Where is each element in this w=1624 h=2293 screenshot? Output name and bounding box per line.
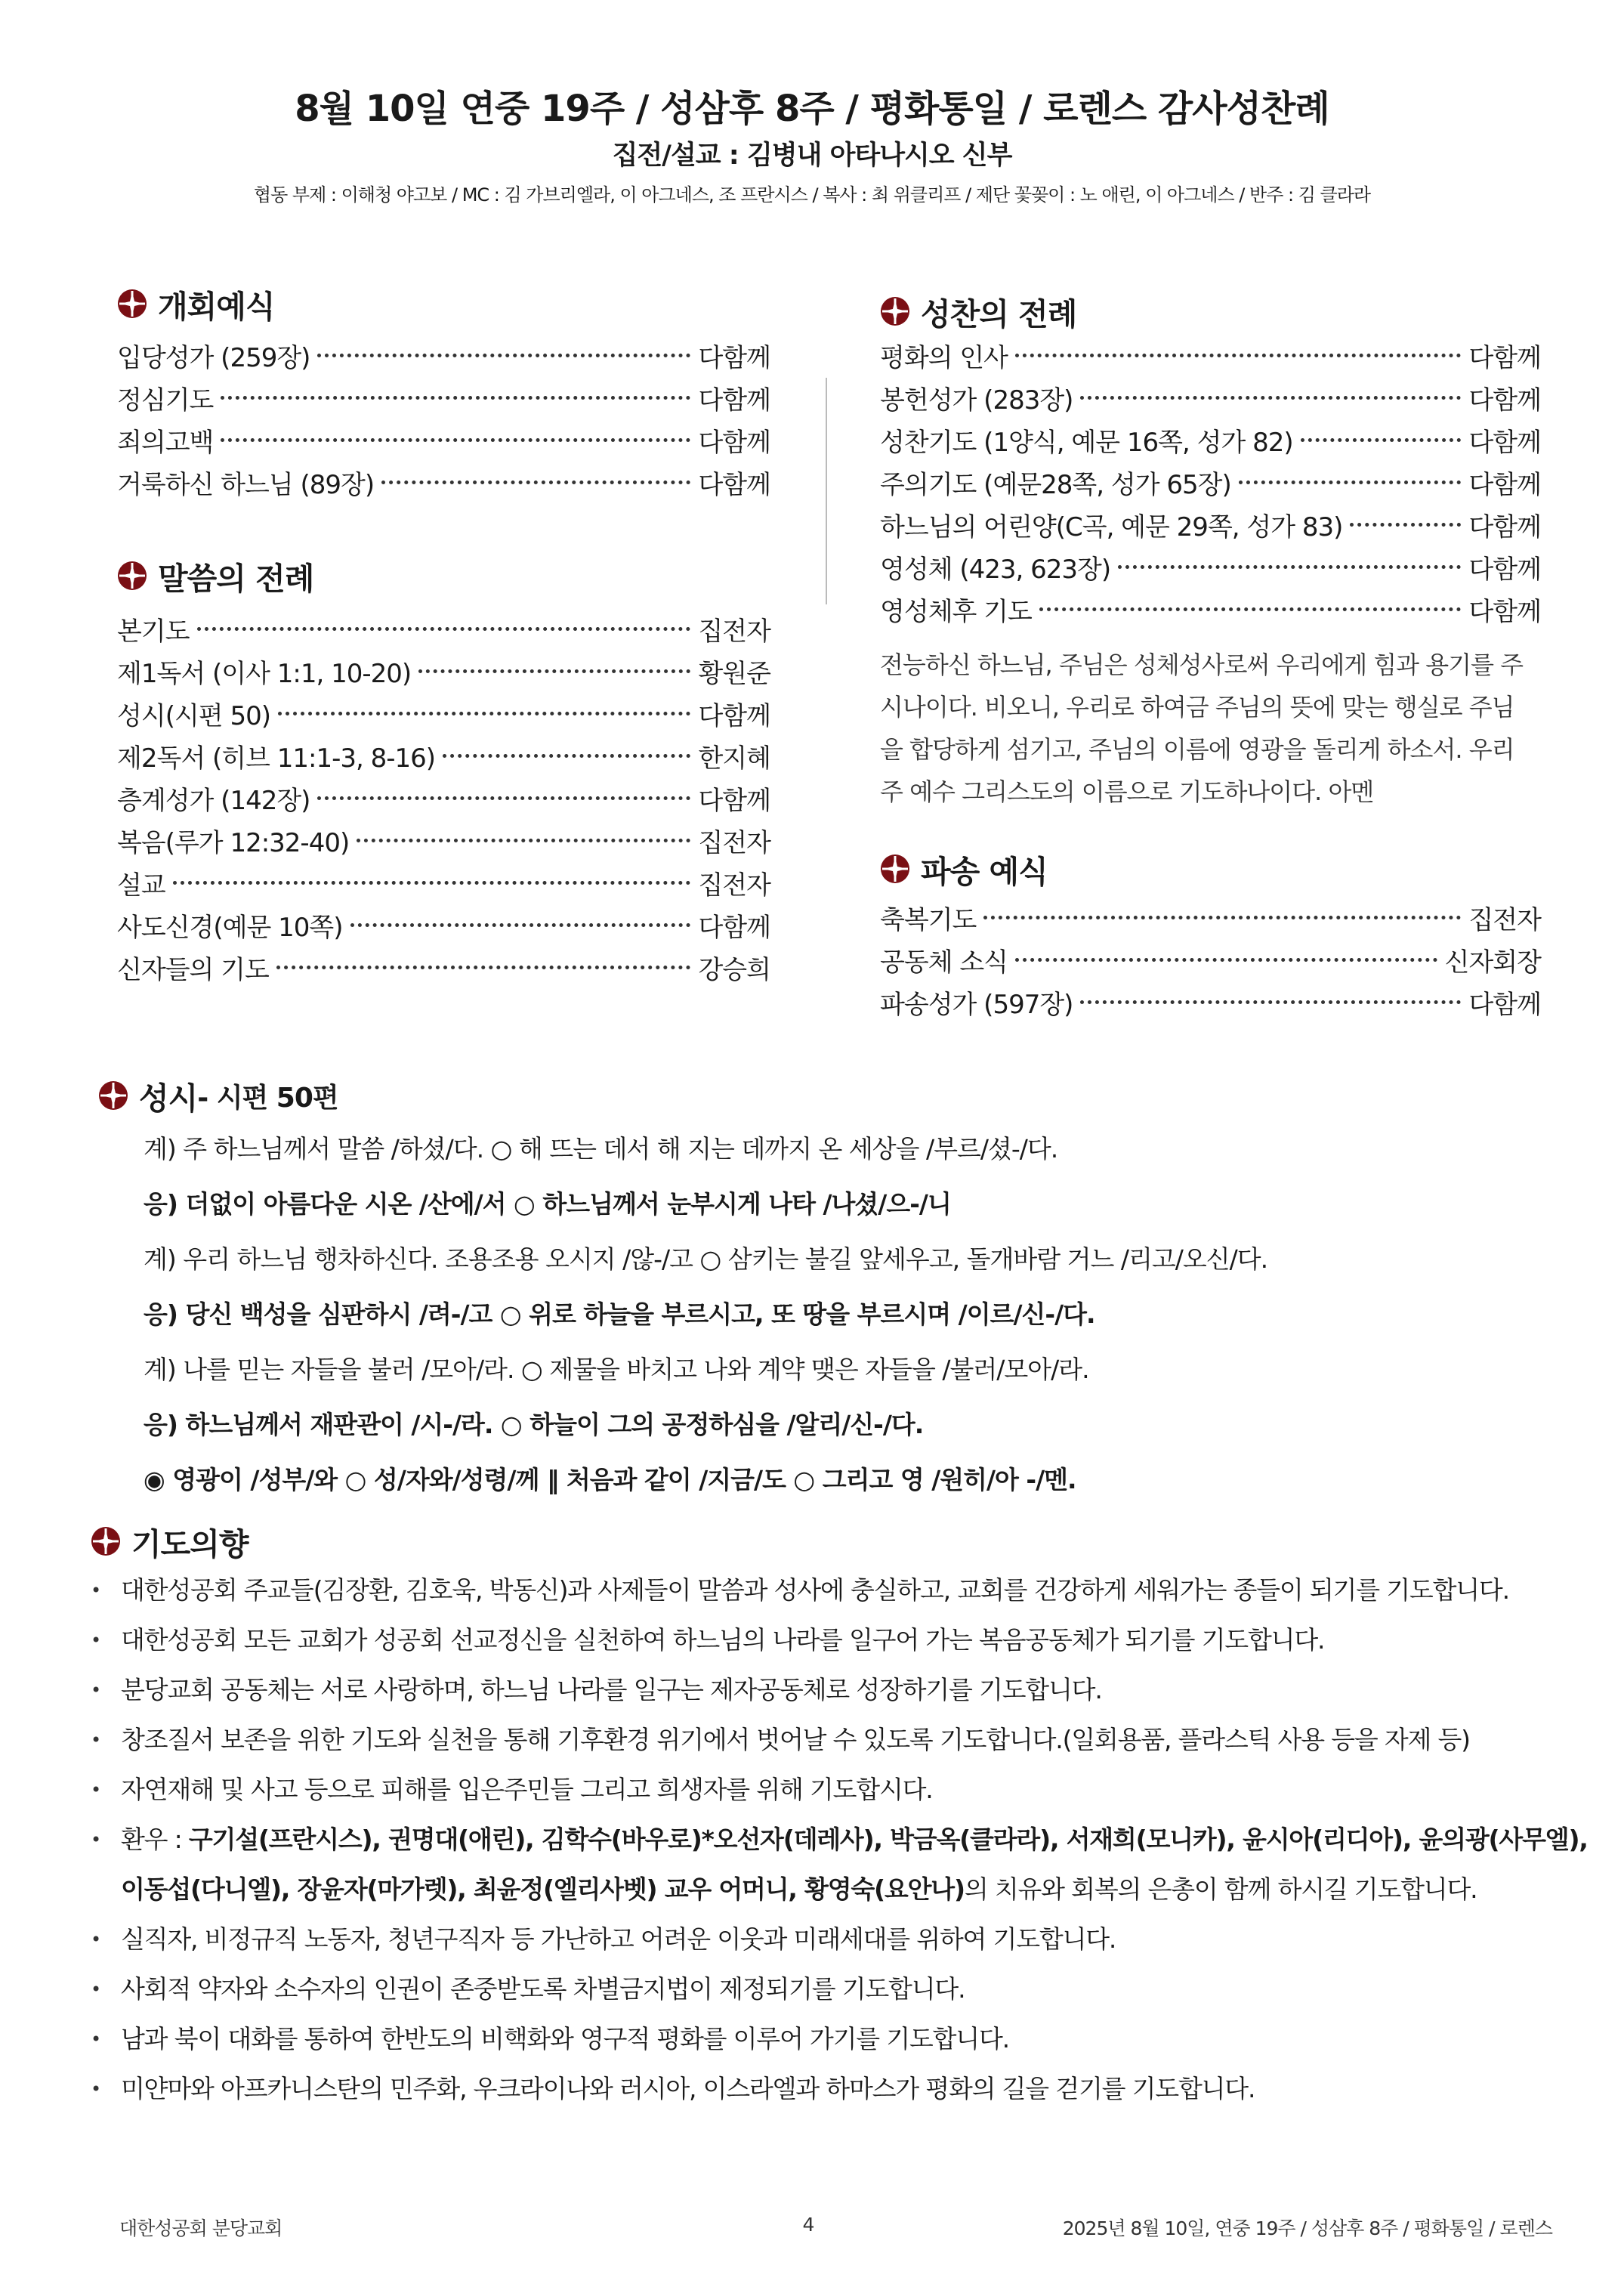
order-item: 신자들의 기도 강승희 bbox=[117, 955, 770, 985]
opening-rite-section bbox=[117, 281, 770, 506]
order-item: 봉헌성가 (283장) 다함께 bbox=[880, 385, 1541, 416]
order-item: 성시(시편 50) 다함께 bbox=[117, 701, 770, 731]
order-item: 본기도 집전자 bbox=[117, 617, 770, 647]
order-item: 정심기도 다함께 bbox=[117, 385, 770, 416]
cross-icon bbox=[117, 561, 147, 591]
order-item: 성찬기도 (1양식, 예문 16쪽, 성가 82) 다함께 bbox=[880, 428, 1541, 458]
gloria-patri: ◉ 영광이 /성부/와 ○ 성/자와/성령/께 ‖ 처음과 같이 /지금/도 ○ 그리고 영 /원히/아 -/멘. bbox=[144, 1465, 1076, 1494]
eucharist-section bbox=[880, 289, 1541, 813]
page-number: 4 bbox=[802, 2214, 814, 2236]
order-item: 영성체 (423, 623장) 다함께 bbox=[880, 555, 1541, 585]
order-item: 거룩하신 하느님 (89장) 다함께 bbox=[117, 470, 770, 500]
word-liturgy-section bbox=[117, 553, 770, 991]
psalm-heading: 성시 - 시편 50편 bbox=[98, 1073, 1548, 1118]
order-item: 설교 집전자 bbox=[117, 870, 770, 901]
intention-item: • 미얀마와 아프카니스탄의 민주화, 우크라이나와 러시아, 이스라엘과 하마스가 평화의 길을 걷기를 기도합니다. bbox=[91, 2064, 1556, 2114]
column-divider bbox=[826, 378, 827, 604]
footer-church: 대한성공회 분당교회 bbox=[119, 2217, 283, 2239]
word-liturgy-heading: 말씀의 전례 bbox=[117, 553, 770, 598]
order-item: 제2독서 (히브 11:1-3, 8-16) 한지혜 bbox=[117, 743, 770, 774]
intention-item: • 분당교회 공동체는 서로 사랑하며, 하느님 나라를 일구는 제자공동체로 성장하기를 기도합니다. bbox=[91, 1665, 1556, 1715]
eucharist-list bbox=[880, 337, 1541, 633]
eucharist-heading: 성찬의 전례 bbox=[880, 289, 1541, 334]
cross-icon bbox=[880, 854, 910, 884]
celebrant-line: 집전/설교 : 김병내 아타나시오 신부 bbox=[612, 141, 1012, 171]
order-item: 공동체 소식 신자회장 bbox=[880, 947, 1541, 978]
cross-icon bbox=[91, 1526, 121, 1556]
psalm-section bbox=[98, 1073, 1548, 1507]
psalm-verse: 계) 주 하느님께서 말씀 /하셨/다. ○ 해 뜨는 데서 해 지는 데까지 온 세상을 /부르/셨-/다. bbox=[144, 1134, 1058, 1163]
page-footer bbox=[0, 2214, 1624, 2244]
post-communion-prayer: 전능하신 하느님, 주님은 성체성사로써 우리에게 힘과 용기를 주 시나이다. 비오니, 우리로 하여금 주님의 뜻에 맞는 행실로 주님 을 합당하게 섬기고, 주님의 이름에 영광을 돌리게 하소서. 우리 주 예수 그리스도의 이름으로 기도하나이다. 아멘 bbox=[880, 651, 1524, 806]
order-item: 죄의고백 다함께 bbox=[117, 428, 770, 458]
intention-item: • 창조질서 보존을 위한 기도와 실천을 통해 기후환경 위기에서 벗어날 수 있도록 기도합니다.(일회용품, 플라스틱 사용 등을 자제 등) bbox=[91, 1715, 1556, 1765]
order-item: 입당성가 (259장) 다함께 bbox=[117, 343, 770, 373]
cross-icon bbox=[880, 296, 910, 326]
staff-line: 협동 부제 : 이해청 야고보 / MC : 김 가브리엘라, 이 아그네스, 조 프란시스 / 복사 : 최 위클리프 / 제단 꽃꽂이 : 노 애린, 이 아그네스 / 반주 : 김 클라라 bbox=[253, 184, 1371, 206]
order-item: 층계성가 (142장) 다함께 bbox=[117, 786, 770, 816]
opening-rite-heading: 개회예식 bbox=[117, 281, 770, 326]
dismissal-list bbox=[880, 899, 1541, 1026]
order-item: 파송성가 (597장) 다함께 bbox=[880, 990, 1541, 1020]
patients-item: • 환우 : 구기설(프란시스), 권명대(애린), 김학수(바우로)*오선자(데레사), 박금옥(클라라), 서재희(모니카), 윤시아(리디아), 윤의광(사무엘), bbox=[91, 1815, 1556, 1865]
dismissal-section bbox=[880, 846, 1541, 1026]
psalm-response: 응) 당신 백성을 심판하시 /려-/고 ○ 위로 하늘을 부르시고, 또 땅을 부르시며 /이르/신-/다. bbox=[144, 1299, 1095, 1329]
psalm-verse: 계) 나를 믿는 자들을 불러 /모아/라. ○ 제물을 바치고 나와 계약 맺은 자들을 /불러/모아/라. bbox=[144, 1355, 1089, 1384]
intention-item: • 자연재해 및 사고 등으로 피해를 입은주민들 그리고 희생자를 위해 기도합시다. bbox=[91, 1765, 1556, 1815]
intention-item: • 남과 북이 대화를 통하여 한반도의 비핵화와 영구적 평화를 이루어 가기를 기도합니다. bbox=[91, 2014, 1556, 2064]
word-liturgy-list bbox=[117, 610, 770, 991]
intention-item: • 사회적 약자와 소수자의 인권이 존중받도록 차별금지법이 제정되기를 기도합니다. bbox=[91, 1964, 1556, 2014]
order-item: 평화의 인사 다함께 bbox=[880, 343, 1541, 373]
order-item: 사도신경(예문 10쪽) 다함께 bbox=[117, 913, 770, 943]
footer-date: 2025년 8월 10일, 연중 19주 / 성삼후 8주 / 평화통일 / 로렌스 bbox=[1062, 2217, 1552, 2239]
bulletin-header bbox=[0, 85, 1624, 210]
psalm-response: 응) 더없이 아름다운 시온 /산에/서 ○ 하느님께서 눈부시게 나타 /나셨/으-/니 bbox=[144, 1189, 951, 1219]
cross-icon bbox=[98, 1080, 128, 1111]
psalm-verse: 계) 우리 하느님 행차하신다. 조용조용 오시지 /않-/고 ○ 삼키는 불길 앞세우고, 돌개바람 거느 /리고/오신/다. bbox=[144, 1244, 1268, 1274]
dismissal-heading: 파송 예식 bbox=[880, 846, 1541, 892]
intention-item: • 실직자, 비정규직 노동자, 청년구직자 등 가난하고 어려운 이웃과 미래세대를 위하여 기도합니다. bbox=[91, 1914, 1556, 1964]
order-item: 하느님의 어린양(C곡, 예문 29쪽, 성가 83) 다함께 bbox=[880, 512, 1541, 542]
order-item: 축복기도 집전자 bbox=[880, 905, 1541, 935]
psalm-lines bbox=[98, 1121, 1548, 1507]
order-item: 제1독서 (이사 1:1, 10-20) 황원준 bbox=[117, 659, 770, 689]
patients-item-continued: 이동섭(다니엘), 장윤자(마가렛), 최윤정(엘리사벳) 교우 어머니, 황영숙(요안나)의 치유와 회복의 은총이 함께 하시길 기도합니다. bbox=[121, 1874, 1477, 1904]
intentions-heading: 기도의향 bbox=[91, 1519, 1556, 1564]
order-item: 주의기도 (예문28쪽, 성가 65장) 다함께 bbox=[880, 470, 1541, 500]
intention-item: • 대한성공회 모든 교회가 성공회 선교정신을 실천하여 하느님의 나라를 일구어 가는 복음공동체가 되기를 기도합니다. bbox=[91, 1615, 1556, 1665]
order-item: 영성체후 기도 다함께 bbox=[880, 597, 1541, 627]
order-item: 복음(루가 12:32-40) 집전자 bbox=[117, 828, 770, 858]
cross-icon bbox=[117, 289, 147, 319]
intention-item: • 대한성공회 주교들(김장환, 김호욱, 박동신)과 사제들이 말씀과 성사에 충실하고, 교회를 건강하게 세워가는 종들이 되기를 기도합니다. bbox=[91, 1565, 1556, 1615]
psalm-response: 응) 하느님께서 재판관이 /시-/라. ○ 하늘이 그의 공정하심을 /알리/신-/다. bbox=[144, 1410, 924, 1439]
opening-rite-list bbox=[117, 337, 770, 506]
service-title: 8월 10일 연중 19주 / 성삼후 8주 / 평화통일 / 로렌스 감사성찬례 bbox=[295, 88, 1329, 130]
intentions-section bbox=[91, 1519, 1588, 2114]
intentions-list bbox=[91, 1565, 1588, 2114]
